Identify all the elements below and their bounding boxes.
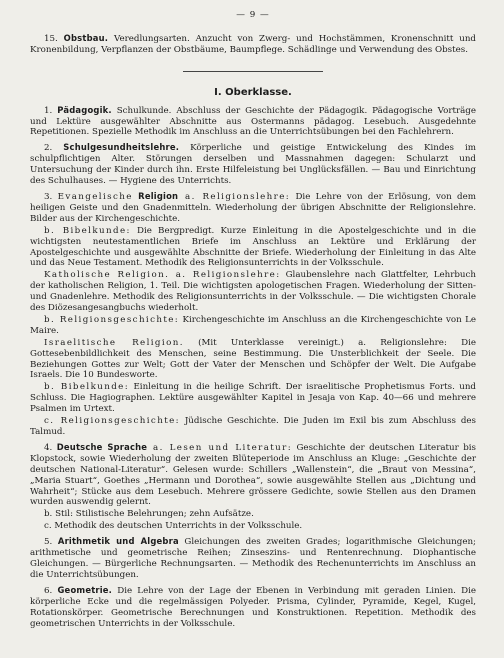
spaced-heading: Evangelische <box>57 191 133 202</box>
section-arithmetik <box>30 536 476 581</box>
section-geometrie <box>30 585 476 630</box>
item-number: 4. <box>44 442 53 453</box>
paragraph-text: Schulkunde. Abschluss der Geschichte der Pädagogik. Pädagogische Vorträge und Lektüre ausgewählter Abschnitte aus Ostermanns pädagog. Lesebuch. Ausgedehnte Repetitionen. Spezielle Methodik im Anschluss an die Unterrichtsübungen bei den Fachlehrern. <box>30 105 477 138</box>
subsection-bibelkunde <box>30 226 476 270</box>
page-number: — 9 — <box>236 10 270 20</box>
subsection-bibelkunde-israelitisch <box>30 382 476 415</box>
section-heading: Geometrie. <box>57 584 113 595</box>
subsection-methodik <box>30 521 476 532</box>
section-heading: Obstbau. <box>63 32 109 43</box>
paragraph-text: Jüdische Geschichte. Die Juden im Exil bis zum Abschluss des Talmud. <box>30 416 477 437</box>
section-katholische-religion <box>30 270 476 314</box>
subsection-religionsgeschichte <box>30 315 476 337</box>
paragraph-obstbau <box>30 33 476 56</box>
paragraph-text: Die Lehre von der Lage der Ebenen in Verbindung mit geraden Linien. Die körperliche Ecke und die regelmässigen Polyeder. Prisma, Cylinder, Pyramide, Kegel, Kugel, Rotationskörper. Geometrische Berechnungen und Konstruktionen. Repetition. Methodik des geometrischen Unterrichts in der Volksschule. <box>30 585 477 629</box>
subsection-heading: a. Lesen und Literatur: <box>147 442 293 453</box>
item-number: 15. <box>44 33 58 44</box>
paragraph-text: Einleitung in die heilige Schrift. Der israelitische Prophetismus Forts. und Schluss. Die Hagiographen. Lektüre ausgewählter Kapitel in Jesaja von Kap. 40—66 und mehrere Psalmen im Urtext. <box>30 382 476 415</box>
subsection-heading: c. Religionsgeschichte: <box>44 416 180 427</box>
chapter-title: I. Oberklasse. <box>214 86 292 98</box>
paragraph-text: (Mit Unterklasse vereinigt.) a. Religionslehre: Die Gottesebenbildlichkeit des Menschen, seine Bestimmung. Die Unsterblichkeit der Seele. Die Beziehungen Gottes zur Welt; Gott der Vater der Menschen und Schöpfer der Welt. Die Aufgabe Israels. Die 10 Bundesworte. <box>30 337 476 381</box>
section-israelitische-religion <box>30 338 476 382</box>
paragraph-text: Glaubenslehre nach Glattfelter, Lehrbuch der katholischen Religion, 1. Teil. Die wichtigsten apologetischen Fragen. Wiederholung der Sitten- und Gnadenlehre. Methodik des Religionsunterrichts in der Volksschule. — Die wichtigsten Chorale des Diözesangesangbuchs wiederholt. <box>30 270 476 314</box>
item-number: 2. <box>44 143 53 154</box>
subsection-stil <box>30 509 476 520</box>
section-heading: Arithmetik und Algebra <box>57 536 179 547</box>
section-schulgesundheitslehre <box>30 142 476 187</box>
paragraph-text: Veredlungsarten. Anzucht von Zwerg- und Hochstämmen, Kronenschnitt und Kronenbildung, Verpflanzen der Obstbäume, Baumpflege. Schädlinge und Verwendung des Obstes. <box>30 33 476 55</box>
subsection-heading: b. Bibelkunde: <box>44 225 131 236</box>
subsection-heading: b. Religionsgeschichte: <box>44 314 180 325</box>
paragraph-text: Kirchengeschichte im Anschluss an die Kirchengeschichte von Le Maire. <box>30 314 476 336</box>
subsection-heading: a. Religionslehre: <box>178 191 291 202</box>
subsection-heading: Katholische Religion. a. Religionslehre: <box>44 270 281 281</box>
subsection-heading: Israelitische Religion. <box>44 337 184 348</box>
paragraph-text: Die Bergpredigt. Kurze Einleitung in die Apostelgeschichte und in die wichtigsten neutestamentlichen Briefe im Anschluss an Lektüre und Erklärung der Apostelgeschichte und ausgewählte Abschnitte der Briefe. Wiederholung der Einleitung in das Alte und das Neue Testament. Methodik des Religionsunterrichts in der Volksschule. <box>30 225 476 269</box>
section-deutsche-sprache <box>30 442 476 508</box>
separator-rule <box>183 71 323 72</box>
item-number: 5. <box>44 537 53 548</box>
subsection-heading: b. Bibelkunde: <box>44 382 130 393</box>
item-number: 6. <box>44 585 53 596</box>
section-heading: Religion <box>138 190 179 201</box>
paragraph-text: c. Methodik des deutschen Unterrichts in der Volksschule. <box>44 521 303 532</box>
paragraph-text: Geschichte der deutschen Literatur bis Klopstock, sowie Wiederholung der zweiten Blüteperiode im Anschluss an Kluge: „Geschichte der deutschen National-Literatur“. Gelesen wurde: Schillers „Wallenstein“, die „Braut von Messina“, „Maria Stuart“, Goethes „Hermann und Dorothea“, sowie ausgewählte Stellen aus „Dichtung und Wahrheit“; Stücke aus dem Lesebuch. Mehrere grössere Gedichte, sowie Stellen aus den Dramen wurden auswendig gelernt. <box>30 442 477 508</box>
item-number: 3. <box>44 191 53 202</box>
paragraph-text: Gleichungen des zweiten Grades; logarithmische Gleichungen; arithmetische und geometrische Reihen; Zinseszins- und Rentenrechnung. Diophantische Gleichungen. — Bürgerliche Rechnungsarten. — Methodik des Rechenunterrichts im Anschluss an die Unterrichtsübungen. <box>30 537 476 580</box>
section-paedagogik <box>30 105 476 139</box>
section-evangelische-religion <box>30 191 476 225</box>
section-heading: Schulgesundheitslehre. <box>63 142 180 153</box>
section-heading: Pädagogik. <box>57 104 112 115</box>
subsection-religionsgeschichte-israelitisch <box>30 416 476 438</box>
section-heading: Deutsche Sprache <box>56 441 148 452</box>
paragraph-text: Die Lehre von der Erlösung, von dem heiligen Geiste und den Gnadenmitteln. Wiederholung der übrigen Abschnitte der Religionslehre. Bilder aus der Kirchengeschichte. <box>30 191 476 224</box>
paragraph-text: b. Stil: Stilistische Belehrungen; zehn Aufsätze. <box>44 509 254 520</box>
item-number: 1. <box>44 105 53 116</box>
paragraph-text: Körperliche und geistige Entwickelung des Kindes im schulpflichtigen Alter. Störungen derselben und Massnahmen dagegen: Schularzt und Untersuchung der Kinder durch ihn. Erste Hilfeleistung bei Unglücksfällen. — Bau und Einrichtung des Schulhauses. — Hygiene des Unterrichts. <box>30 143 476 187</box>
